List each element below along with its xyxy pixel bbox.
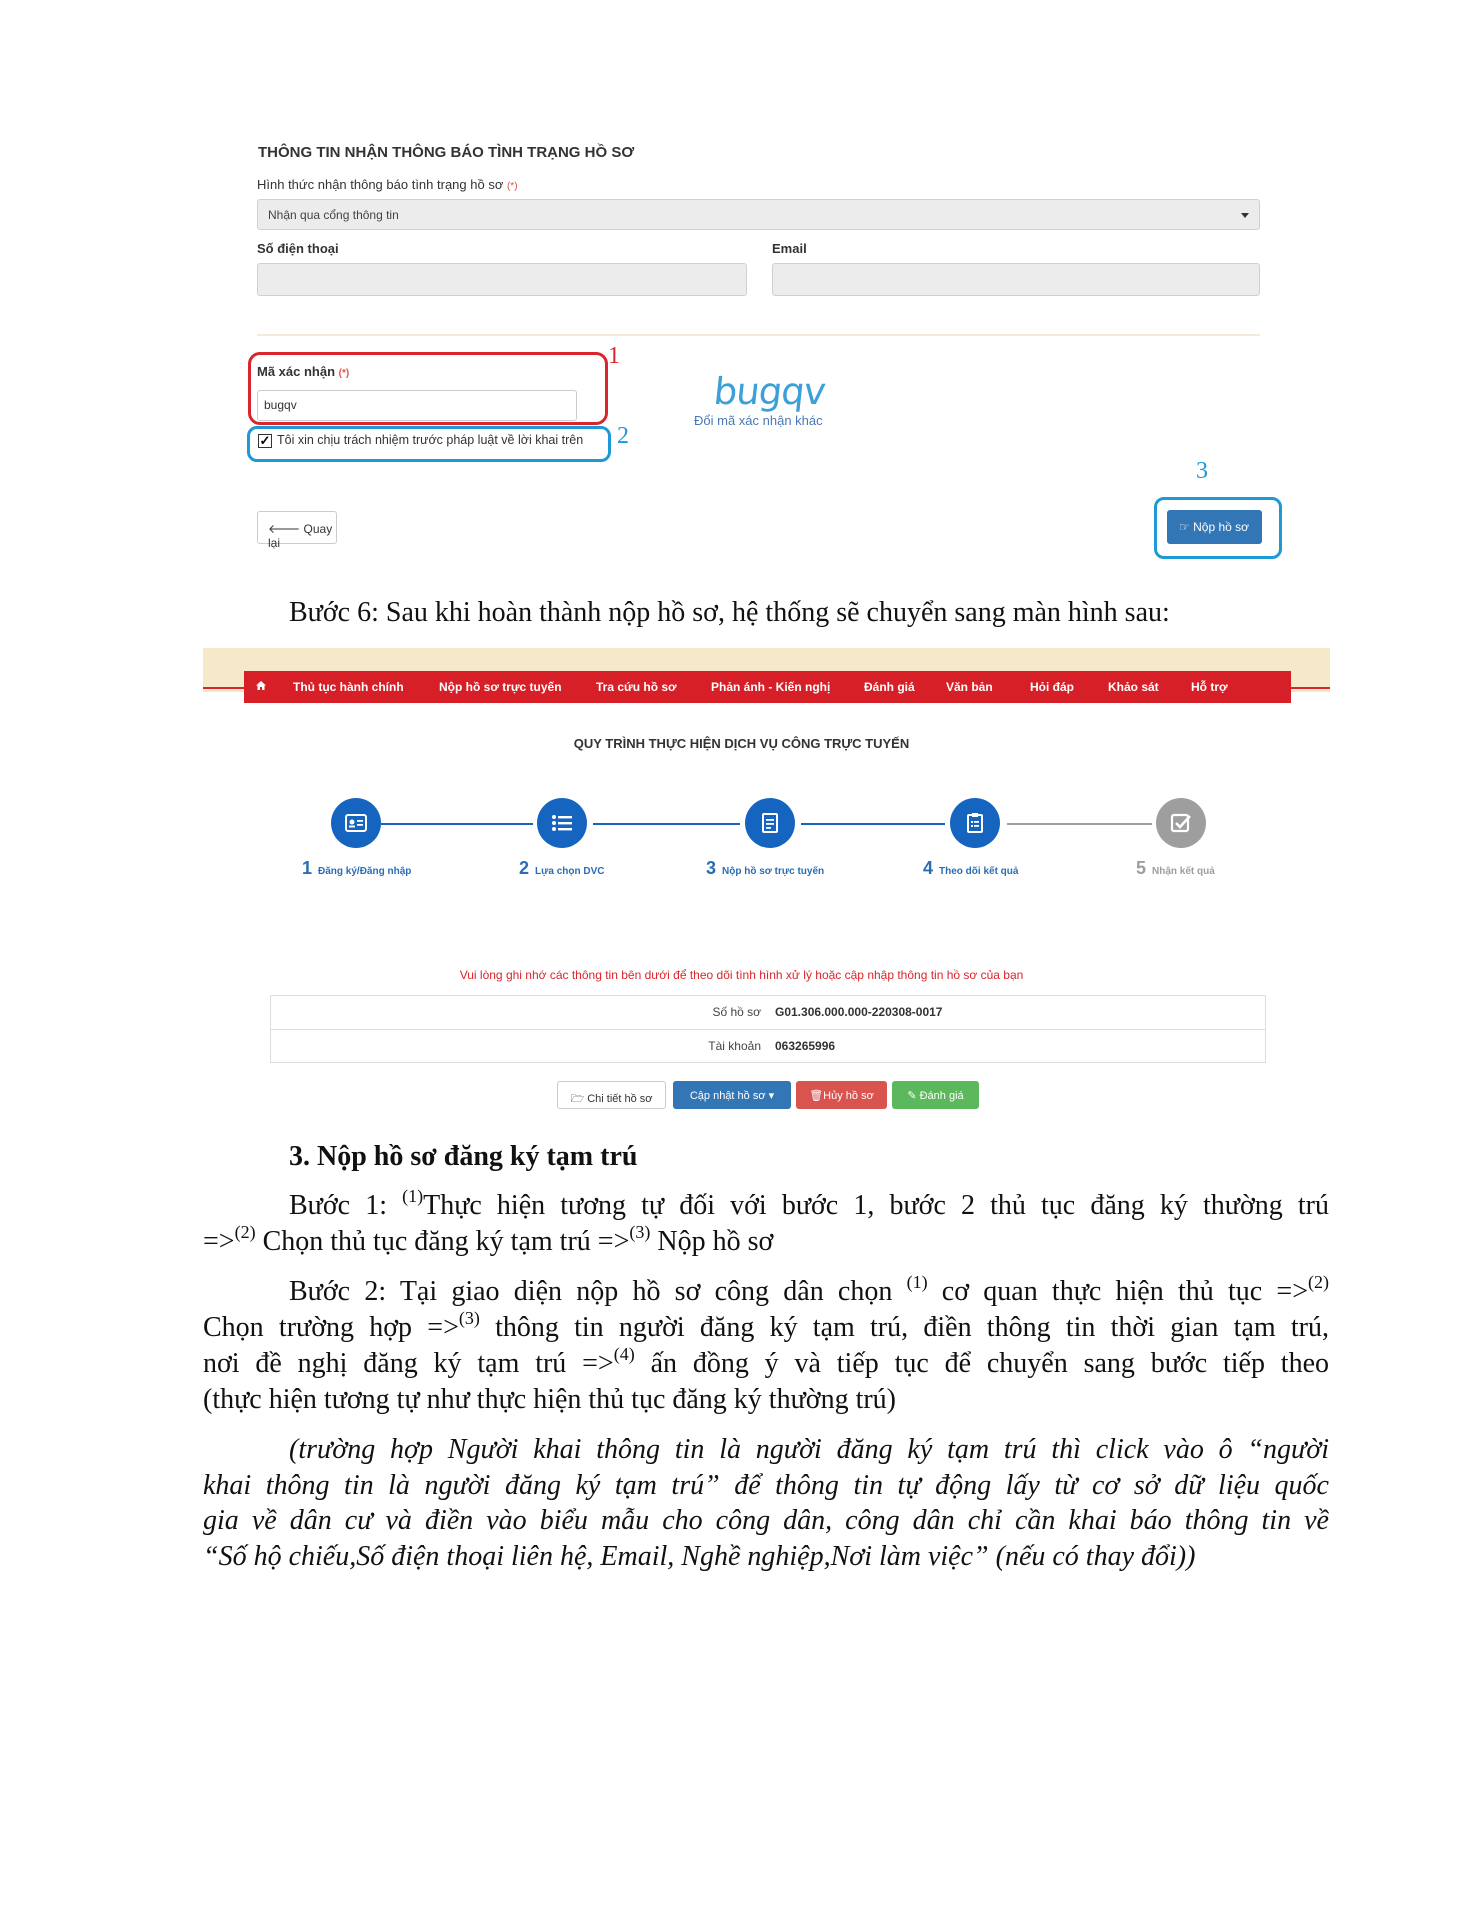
step-connector — [381, 823, 533, 825]
caret-down-icon — [1241, 213, 1249, 218]
clipboard-icon — [963, 811, 987, 835]
arrow-left-icon: 🡐 — [268, 522, 301, 536]
step-connector — [593, 823, 740, 825]
note-line1: (trường hợp Người khai thông tin là người đăng ký tạm trú thì click vào ô “người — [289, 1434, 1329, 1465]
step-5-label: 5 Nhận kết quả — [1136, 858, 1215, 878]
nav-item-lookup[interactable]: Tra cứu hồ sơ — [596, 680, 677, 694]
captcha-image: bugqv — [711, 370, 828, 413]
step-connector — [801, 823, 945, 825]
phone-input[interactable] — [257, 263, 747, 296]
rate-button[interactable]: ✎ Đánh giá — [892, 1081, 979, 1109]
nav-item-submit-online[interactable]: Nộp hồ sơ trực tuyến — [439, 680, 562, 694]
nav-item-feedback[interactable]: Phản ánh - Kiến nghị — [711, 680, 831, 694]
submit-button[interactable]: ☞ Nộp hồ sơ — [1167, 510, 1262, 544]
nav-item-documents[interactable]: Văn bản — [946, 680, 993, 694]
annotation-3: 3 — [1196, 458, 1208, 484]
id-card-icon — [344, 811, 368, 835]
annotation-1: 1 — [608, 343, 620, 369]
cancel-button[interactable]: 🗑Hủy hồ sơ — [796, 1081, 887, 1109]
step-2-circle — [537, 798, 587, 848]
hand-pointer-icon: ☞ — [1179, 520, 1190, 534]
main-navbar — [244, 671, 1291, 703]
back-button[interactable]: 🡐 Quay lại — [257, 511, 337, 544]
step1-line2: =>$^{(2)}$ Chọn thủ tục đăng ký tạm trú =>$^{(3)}$ Nộp hồ sơ — [203, 1222, 774, 1257]
step6-text: Bước 6: Sau khi hoàn thành nộp hồ sơ, hệ thống sẽ chuyển sang màn hình sau: — [289, 597, 1170, 628]
step-2-label: 2 Lựa chọn DVC — [519, 858, 605, 878]
agree-text: Tôi xin chịu trách nhiệm trước pháp luật về lời khai trên — [277, 433, 584, 447]
table-divider — [270, 1029, 1266, 1030]
step2-line1: Bước 2: Tại giao diện nộp hồ sơ công dân chọn $^{(1)}$ cơ quan thực hiện thủ tục =>$^{(2)}$ — [289, 1272, 1329, 1307]
folder-open-icon: 🗁 — [570, 1093, 585, 1105]
file-no-label: Số hồ sơ — [712, 1005, 761, 1019]
email-input[interactable] — [772, 263, 1260, 296]
note-line4: “Số hộ chiếu,Số điện thoại liên hệ, Email, Nghề nghiệp,Nơi làm việc” (nếu có thay đổi)) — [203, 1541, 1196, 1572]
required-mark: (*) — [506, 181, 518, 192]
step-1-circle — [331, 798, 381, 848]
update-dropdown-button[interactable]: Cập nhật hồ sơ ▾ — [673, 1081, 791, 1109]
caret-down-icon: ▾ — [768, 1090, 775, 1102]
note-line2: khai thông tin là người đăng ký tạm trú” để thông tin tự động lấy từ cơ sở dữ liệu quốc — [203, 1470, 1329, 1501]
required-mark: (*) — [338, 368, 350, 379]
captcha-label: Mã xác nhận (*) — [257, 364, 350, 379]
change-captcha-link[interactable]: Đổi mã xác nhận khác — [694, 413, 823, 428]
trash-icon: 🗑 — [809, 1090, 824, 1102]
step-4-circle — [950, 798, 1000, 848]
step-4-label: 4 Theo dõi kết quả — [923, 858, 1019, 878]
captcha-input[interactable]: bugqv — [257, 390, 577, 421]
step-5-circle — [1156, 798, 1206, 848]
list-icon — [550, 811, 574, 835]
section3-heading: 3. Nộp hồ sơ đăng ký tạm trú — [289, 1141, 638, 1172]
nav-item-qa[interactable]: Hỏi đáp — [1030, 680, 1074, 694]
agree-checkbox[interactable]: ✓ — [259, 433, 271, 448]
pencil-icon: ✎ — [907, 1090, 917, 1102]
step-connector — [1007, 823, 1152, 825]
nav-item-rating[interactable]: Đánh giá — [864, 680, 915, 694]
section-title: THÔNG TIN NHẬN THÔNG BÁO TÌNH TRẠNG HỒ SƠ — [258, 144, 635, 161]
notify-method-select[interactable]: Nhận qua cổng thông tin — [257, 199, 1260, 230]
process-title: QUY TRÌNH THỰC HIỆN DỊCH VỤ CÔNG TRỰC TUYẾN — [573, 736, 910, 751]
annotation-2: 2 — [617, 423, 629, 449]
document-upload-icon — [758, 811, 782, 835]
email-label: Email — [772, 241, 807, 256]
step-3-label: 3 Nộp hồ sơ trực tuyến — [706, 858, 825, 878]
account-value: 063265996 — [775, 1039, 836, 1053]
detail-button[interactable]: 🗁 Chi tiết hồ sơ — [557, 1081, 666, 1109]
nav-item-procedures[interactable]: Thủ tục hành chính — [293, 680, 404, 694]
home-icon[interactable] — [256, 681, 266, 690]
step2-line2: Chọn trường hợp =>$^{(3)}$ thông tin người đăng ký tạm trú, điền thông tin thời gian tạm trú, — [203, 1308, 1329, 1343]
note-line3: gia về dân cư và điền vào biểu mẫu cho công dân, công dân chỉ cần khai báo thông tin về — [203, 1505, 1329, 1536]
phone-label: Số điện thoại — [257, 241, 339, 256]
method-label: Hình thức nhận thông báo tình trạng hồ sơ (*) — [257, 177, 518, 192]
step1-line1: Bước 1: $^{(1)}$Thực hiện tương tự đối với bước 1, bước 2 thủ tục đăng ký thường trú — [289, 1186, 1329, 1221]
check-square-icon — [1169, 811, 1193, 835]
step-1-label: 1 Đăng ký/Đăng nhập — [302, 858, 412, 878]
file-no-value: G01.306.000.000-220308-0017 — [775, 1005, 943, 1019]
divider — [257, 334, 1260, 336]
nav-item-survey[interactable]: Khảo sát — [1108, 680, 1159, 694]
step-3-circle — [745, 798, 795, 848]
account-label: Tài khoản — [708, 1039, 761, 1053]
step2-line3: nơi đề nghị đăng ký tạm trú =>$^{(4)}$ ấn đồng ý và tiếp tục để chuyển sang bước tiếp theo — [203, 1344, 1329, 1379]
notice-text: Vui lòng ghi nhớ các thông tin bên dưới để theo dõi tình hình xử lý hoặc cập nhập thông tin hồ sơ của bạn — [459, 968, 1024, 982]
nav-item-support[interactable]: Hỗ trợ — [1191, 680, 1228, 694]
step2-line4: (thực hiện tương tự như thực hiện thủ tục đăng ký thường trú) — [203, 1384, 896, 1415]
